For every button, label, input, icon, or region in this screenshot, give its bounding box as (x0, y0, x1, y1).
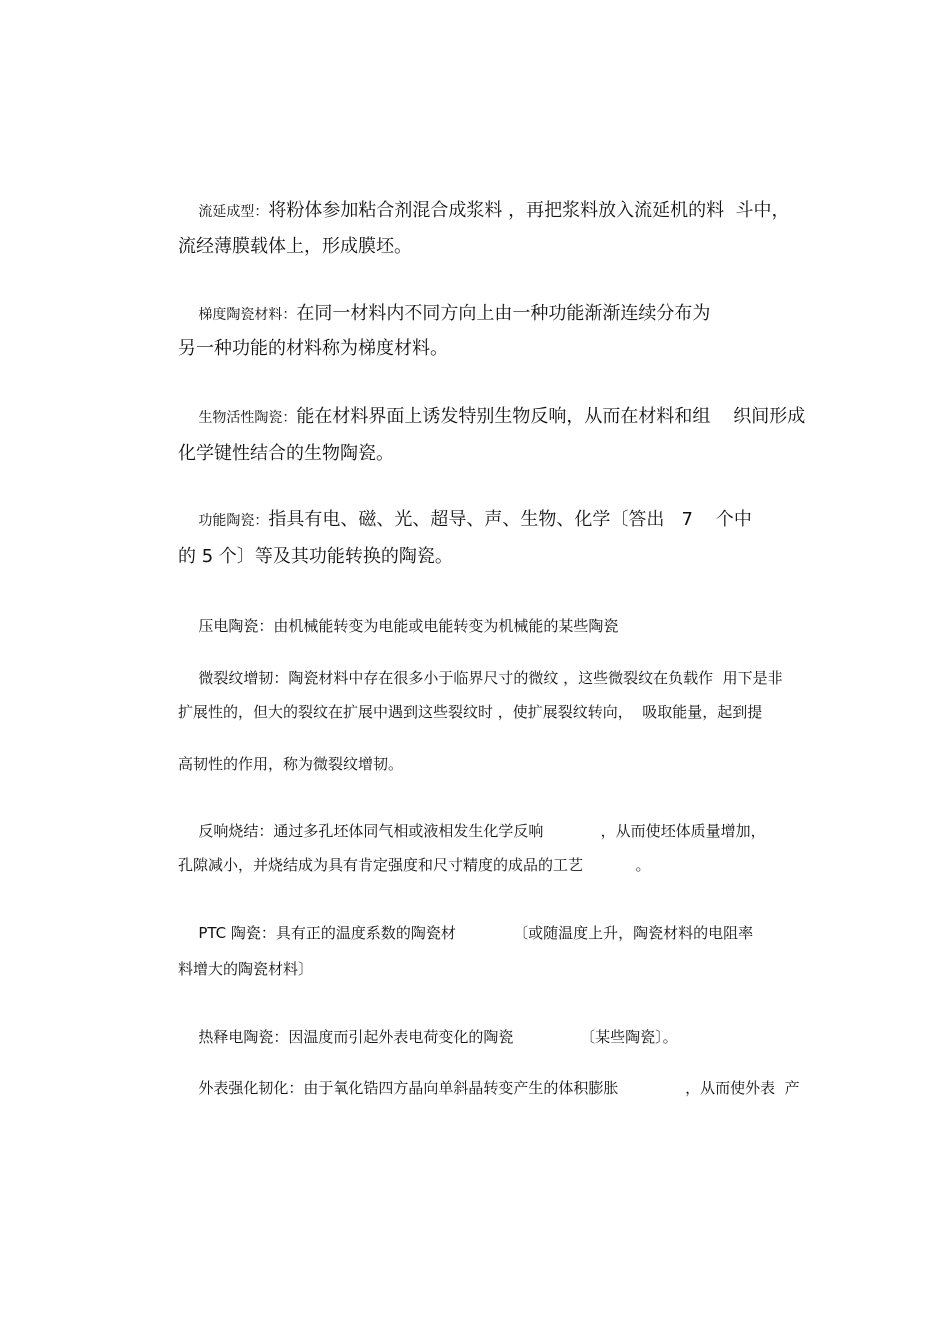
definition-term: 功能陶瓷： (198, 513, 269, 529)
definition-line (178, 807, 766, 855)
definition-line: 扩展性的，但大的裂纹在扩展中遇到这些裂纹时 ，使扩展裂纹转向， 吸取能量，起到提 (178, 703, 763, 721)
definition-line (178, 289, 710, 339)
definition-line (178, 186, 790, 236)
definition-line: 孔隙减小，并烧结成为具有肯定强度和尺寸精度的成品的工艺 。 (178, 856, 651, 874)
definition-line (178, 1013, 678, 1061)
definition-line: 料增大的陶瓷材料〕 (178, 960, 314, 978)
definition-text: 陶瓷材料中存在很多小于临界尺寸的微纹 ，这些微裂纹在负载作 用下是非 (288, 669, 783, 687)
definition-line: 化学键性结合的生物陶瓷。 (178, 443, 394, 464)
definition-line: 另一种功能的材料称为梯度材料。 (178, 338, 448, 359)
definition-line (178, 1064, 800, 1112)
definition-line: 高韧性的作用，称为微裂纹增韧。 (178, 755, 404, 773)
definition-line (178, 654, 783, 702)
definition-text: 指具有电、磁、光、超导、声、生物、化学〔答出 7 个中 (268, 509, 752, 530)
definition-text: 在同一材料内不同方向上由一种功能渐渐连续分布为 (296, 303, 711, 324)
definition-term: 压电陶瓷： (198, 617, 274, 635)
definition-term: 外表强化韧化： (198, 1079, 304, 1097)
definition-text: 由于氧化锆四方晶向单斜晶转变产生的体积膨胀 ，从而使外表 产 (303, 1079, 800, 1097)
definition-text: 能在材料界面上诱发特别生物反响，从而在材料和组 织间形成 (296, 406, 806, 427)
definition-text: 具有正的温度系数的陶瓷材 〔或随温度上升，陶瓷材料的电阻率 (275, 924, 754, 942)
definition-line (178, 495, 752, 545)
definition-line: 流经薄膜载体上，形成膜坯。 (178, 236, 412, 257)
definition-text: 通过多孔坯体同气相或液相发生化学反响 ，从而使坯体质量增加， (273, 822, 766, 840)
definition-term: 流延成型： (198, 204, 269, 220)
definition-line (178, 392, 805, 442)
definition-term: PTC 陶瓷： (198, 924, 276, 942)
definition-term: 反响烧结： (198, 822, 274, 840)
definition-term: 热释电陶瓷： (198, 1028, 289, 1046)
definition-line (178, 602, 618, 650)
definition-line: 的 5 个〕等及其功能转换的陶瓷。 (178, 546, 453, 567)
definition-text: 将粉体参加粘合剂混合成浆料 ，再把浆料放入流延机的料 斗中， (268, 200, 790, 221)
definition-text: 由机械能转变为电能或电能转变为机械能的某些陶瓷 (273, 617, 619, 635)
definition-term: 梯度陶瓷材料： (198, 307, 297, 323)
definition-term: 生物活性陶瓷： (198, 410, 297, 426)
definition-term: 微裂纹增韧： (198, 669, 289, 687)
definition-line (178, 909, 753, 957)
definition-text: 因温度而引起外表电荷变化的陶瓷 〔某些陶瓷〕。 (288, 1028, 678, 1046)
